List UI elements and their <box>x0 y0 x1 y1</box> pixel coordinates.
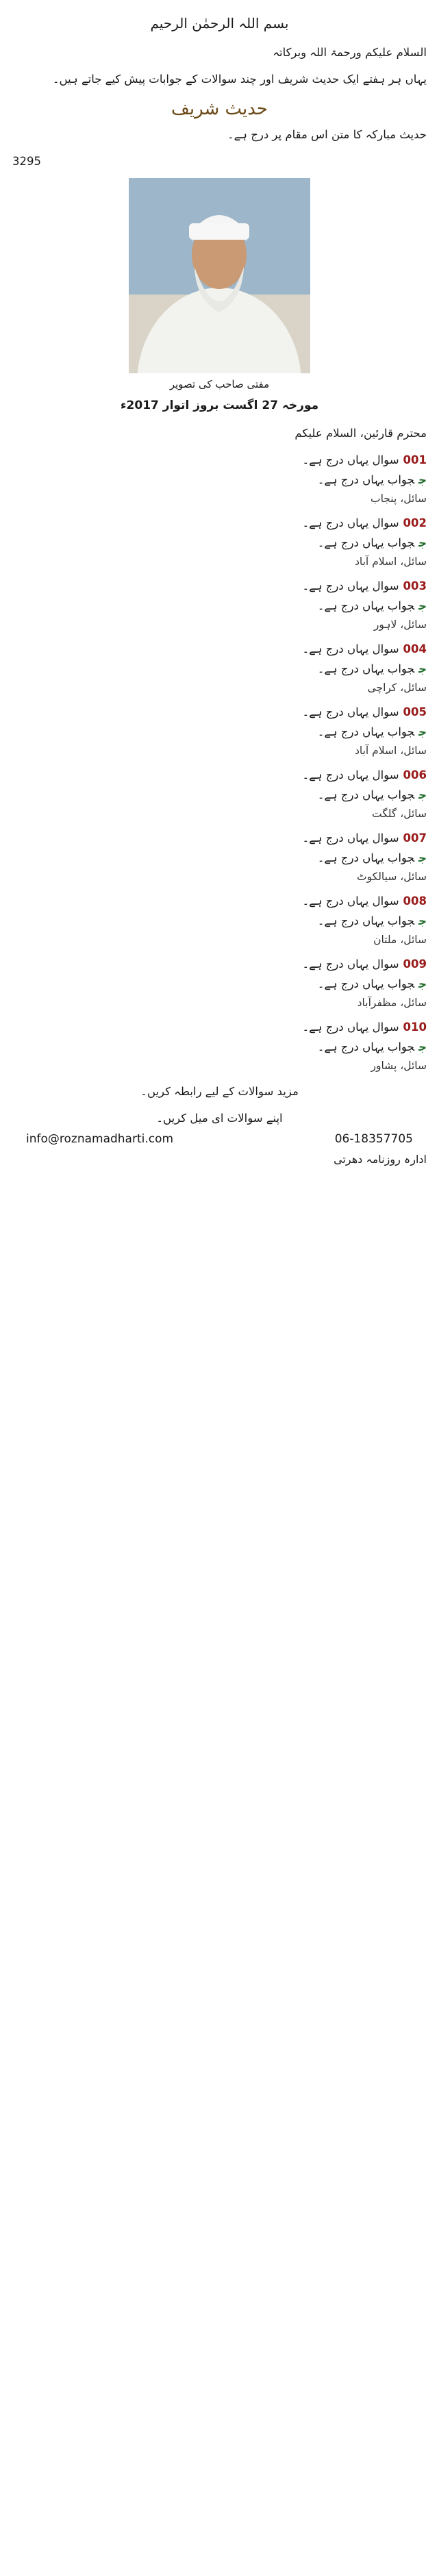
question-text: سوال یہاں درج ہے۔ <box>302 831 399 845</box>
answer-text: جواب یہاں درج ہے۔ <box>317 536 415 549</box>
question <box>12 513 427 533</box>
phone-number: 06-18357705 <box>334 1132 413 1146</box>
question-text: سوال یہاں درج ہے۔ <box>302 579 399 592</box>
answer <box>12 974 427 994</box>
answer-text: جواب یہاں درج ہے۔ <box>317 914 415 927</box>
asker-name: سائل، پنجاب <box>370 492 427 505</box>
asker-name: سائل، ملتان <box>373 934 427 946</box>
qa-item <box>12 639 427 697</box>
portrait-container <box>129 178 310 392</box>
asker-name: سائل، مظفرآباد <box>357 997 427 1009</box>
question-number: 009 <box>403 958 427 971</box>
qa-list <box>12 450 427 1075</box>
question-text: سوال یہاں درج ہے۔ <box>302 516 399 529</box>
question-number: 006 <box>403 768 427 781</box>
question <box>12 765 427 785</box>
answer-mark: ج <box>418 914 427 927</box>
question-number: 003 <box>403 579 427 592</box>
question-number: 007 <box>403 831 427 845</box>
question-number: 008 <box>403 895 427 908</box>
answer <box>12 659 427 679</box>
qa-item <box>12 954 427 1012</box>
question-number: 010 <box>403 1021 427 1034</box>
greeting: محترم قارئین، السلام علیکم <box>294 427 427 440</box>
question-text: سوال یہاں درج ہے۔ <box>302 453 399 466</box>
answer-mark: ج <box>418 788 427 801</box>
question <box>12 891 427 911</box>
hadith-heading: حدیث شریف <box>171 99 268 119</box>
answer <box>12 911 427 931</box>
answer-mark: ج <box>418 473 427 486</box>
qa-item <box>12 891 427 949</box>
question-number: 005 <box>403 705 427 718</box>
question <box>12 828 427 848</box>
answer-text: جواب یہاں درج ہے۔ <box>317 662 415 675</box>
answer <box>12 533 427 553</box>
answer-mark: ج <box>418 977 427 990</box>
asker-name: سائل، سیالکوٹ <box>357 871 427 883</box>
question-text: سوال یہاں درج ہے۔ <box>302 1021 399 1034</box>
question-text: سوال یہاں درج ہے۔ <box>302 642 399 655</box>
answer <box>12 596 427 616</box>
qa-item <box>12 450 427 508</box>
hadith-text: حدیث مبارکہ کا متن اس مقام پر درج ہے۔ <box>227 128 427 141</box>
contact-row <box>26 1132 413 1146</box>
answer-text: جواب یہاں درج ہے۔ <box>317 788 415 801</box>
question <box>12 702 427 722</box>
question-number: 004 <box>403 642 427 655</box>
qa-item <box>12 828 427 886</box>
question-number: 001 <box>403 453 427 466</box>
portrait-image <box>129 178 310 373</box>
answer-mark: ج <box>418 599 427 612</box>
answer-text: جواب یہاں درج ہے۔ <box>317 599 415 612</box>
asker-name: سائل، گلگت <box>372 808 427 820</box>
question <box>12 1017 427 1037</box>
asker-name: سائل، لاہور <box>373 618 427 631</box>
answer-mark: ج <box>418 1040 427 1053</box>
answer <box>12 722 427 742</box>
closing-note-2: اپنے سوالات ای میل کریں۔ <box>156 1112 283 1125</box>
answer <box>12 785 427 805</box>
question-text: سوال یہاں درج ہے۔ <box>302 895 399 908</box>
intro-greeting: السلام علیکم ورحمۃ اللہ وبرکاتہ <box>273 46 427 59</box>
answer-text: جواب یہاں درج ہے۔ <box>317 725 415 738</box>
answer-mark: ج <box>418 725 427 738</box>
asker-name: سائل، اسلام آباد <box>354 555 427 568</box>
intro-paragraph: یہاں ہر ہفتے ایک حدیث شریف اور چند سوالات کے جوابات پیش کیے جاتے ہیں۔ <box>52 73 427 86</box>
date-line: مورخہ 27 اگست بروز اتوار 2017ء <box>120 399 319 412</box>
answer-mark: ج <box>418 851 427 864</box>
asker-name: سائل، کراچی <box>367 681 427 694</box>
question-text: سوال یہاں درج ہے۔ <box>302 705 399 718</box>
answer-mark: ج <box>418 536 427 549</box>
question <box>12 576 427 596</box>
question-number: 002 <box>403 516 427 529</box>
outlet-name: ادارہ روزنامہ دھرتی <box>334 1153 427 1166</box>
answer <box>12 848 427 868</box>
answer-text: جواب یہاں درج ہے۔ <box>317 1040 415 1053</box>
closing-note: مزید سوالات کے لیے رابطہ کریں۔ <box>140 1085 299 1098</box>
portrait-caption: مفتی صاحب کی تصویر <box>169 378 270 390</box>
asker-name: سائل، اسلام آباد <box>354 745 427 757</box>
question-text: سوال یہاں درج ہے۔ <box>302 768 399 781</box>
email-link[interactable]: info@roznamadharti.com <box>26 1132 174 1146</box>
answer-text: جواب یہاں درج ہے۔ <box>317 977 415 990</box>
qa-item <box>12 765 427 823</box>
qa-item <box>12 576 427 634</box>
answer-mark: ج <box>418 662 427 675</box>
qa-item <box>12 702 427 760</box>
question-text: سوال یہاں درج ہے۔ <box>302 958 399 971</box>
answer <box>12 470 427 490</box>
question <box>12 639 427 659</box>
qa-item <box>12 1017 427 1075</box>
hadith-reference: 3295 <box>12 155 41 168</box>
asker-name: سائل، پشاور <box>371 1060 427 1072</box>
bismillah: بسم اللہ الرحمٰن الرحیم <box>150 15 289 32</box>
answer-text: جواب یہاں درج ہے۔ <box>317 851 415 864</box>
qa-item <box>12 513 427 571</box>
question <box>12 954 427 974</box>
answer <box>12 1037 427 1057</box>
question <box>12 450 427 470</box>
answer-text: جواب یہاں درج ہے۔ <box>317 473 415 486</box>
